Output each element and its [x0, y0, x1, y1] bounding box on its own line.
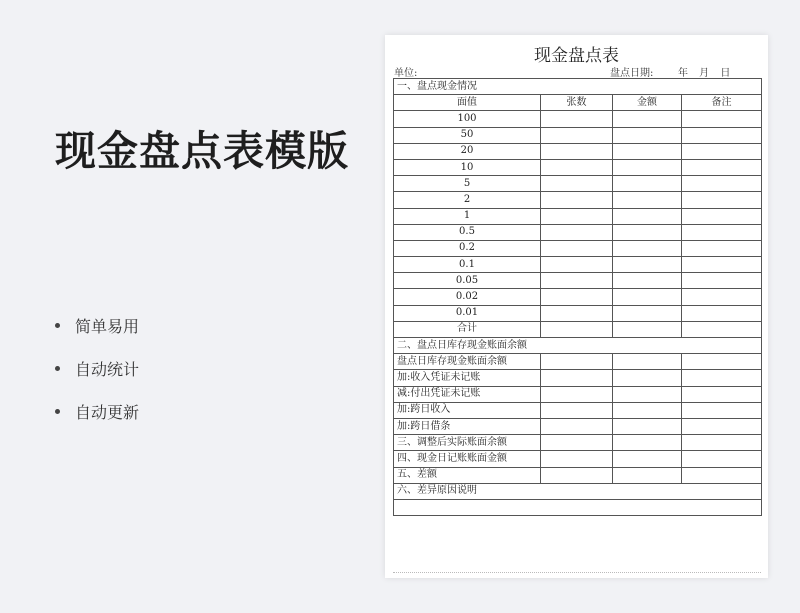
amount-cell — [613, 418, 682, 434]
header-denomination: 面值 — [394, 95, 541, 111]
table-row — [394, 451, 762, 467]
amount-cell — [613, 111, 682, 127]
denomination-cell: 2 — [394, 192, 541, 208]
count-cell — [541, 354, 613, 370]
table-row — [394, 257, 762, 273]
notes-cell — [682, 305, 762, 321]
amount-cell — [613, 370, 682, 386]
notes-cell — [682, 321, 762, 337]
amount-cell — [613, 435, 682, 451]
table-row — [394, 435, 762, 451]
table-row — [394, 273, 762, 289]
feature-item — [55, 400, 139, 422]
feature-item — [55, 357, 139, 379]
amount-cell — [613, 451, 682, 467]
table-row — [394, 176, 762, 192]
table-row — [394, 127, 762, 143]
denomination-cell: 1 — [394, 208, 541, 224]
count-cell — [541, 257, 613, 273]
amount-cell — [613, 321, 682, 337]
count-cell — [541, 305, 613, 321]
denomination-cell: 20 — [394, 143, 541, 159]
row-label: 减:付出凭证未记账 — [394, 386, 541, 402]
table-row — [394, 224, 762, 240]
count-cell — [541, 451, 613, 467]
notes-cell — [682, 257, 762, 273]
cash-count-table — [393, 78, 762, 516]
denomination-cell: 50 — [394, 127, 541, 143]
bullet-icon — [55, 323, 60, 328]
feature-item — [55, 314, 139, 336]
notes-cell — [682, 111, 762, 127]
notes-cell — [682, 418, 762, 434]
section-row — [394, 79, 762, 95]
table-row — [394, 159, 762, 175]
notes-cell — [682, 386, 762, 402]
denomination-cell: 0.05 — [394, 273, 541, 289]
denomination-cell: 0.01 — [394, 305, 541, 321]
section-1-label: 一、盘点现金情况 — [394, 79, 762, 95]
bullet-icon — [55, 409, 60, 414]
amount-cell — [613, 224, 682, 240]
amount-cell — [613, 240, 682, 256]
denomination-cell: 5 — [394, 176, 541, 192]
amount-cell — [613, 354, 682, 370]
count-cell — [541, 127, 613, 143]
table-row — [394, 143, 762, 159]
table-row — [394, 240, 762, 256]
table-row — [394, 289, 762, 305]
notes-cell — [682, 289, 762, 305]
notes-cell — [682, 224, 762, 240]
amount-cell — [613, 257, 682, 273]
feature-label: 自动更新 — [75, 402, 140, 422]
row-label: 盘点日库存现金账面余额 — [394, 354, 541, 370]
notes-cell — [682, 435, 762, 451]
row-label: 加:收入凭证未记账 — [394, 370, 541, 386]
amount-cell — [613, 208, 682, 224]
footer-divider — [393, 572, 761, 575]
section-2-label: 二、盘点日库存现金账面余额 — [394, 338, 762, 354]
notes-cell — [682, 402, 762, 418]
row-label: 五、差额 — [394, 467, 541, 483]
amount-cell — [613, 402, 682, 418]
count-cell — [541, 289, 613, 305]
table-row — [394, 192, 762, 208]
count-cell — [541, 273, 613, 289]
amount-cell — [613, 386, 682, 402]
amount-cell — [613, 305, 682, 321]
count-cell — [541, 402, 613, 418]
notes-cell — [682, 208, 762, 224]
count-cell — [541, 192, 613, 208]
amount-cell — [613, 192, 682, 208]
denomination-cell: 100 — [394, 111, 541, 127]
notes-cell — [682, 176, 762, 192]
denomination-cell: 10 — [394, 159, 541, 175]
count-cell — [541, 159, 613, 175]
total-row — [394, 321, 762, 337]
row-label: 加:跨日借条 — [394, 418, 541, 434]
table-row — [394, 305, 762, 321]
unit-label: 单位: — [394, 68, 418, 79]
notes-cell — [682, 192, 762, 208]
count-cell — [541, 386, 613, 402]
amount-cell — [613, 176, 682, 192]
amount-cell — [613, 143, 682, 159]
notes-cell — [682, 240, 762, 256]
bullet-icon — [55, 366, 60, 371]
notes-area-row — [394, 499, 762, 515]
denomination-cell: 0.1 — [394, 257, 541, 273]
amount-cell — [613, 273, 682, 289]
table-row — [394, 370, 762, 386]
sheet-title: 现金盘点表 — [534, 46, 619, 66]
section-row — [394, 483, 762, 499]
section-6-label: 六、差异原因说明 — [394, 483, 762, 499]
count-cell — [541, 240, 613, 256]
notes-cell — [682, 451, 762, 467]
table-row — [394, 418, 762, 434]
table-row — [394, 467, 762, 483]
notes-cell — [682, 143, 762, 159]
feature-label: 简单易用 — [75, 316, 140, 336]
header-row — [394, 95, 762, 111]
promo-title: 现金盘点表模版 — [55, 127, 349, 175]
feature-list — [55, 314, 139, 443]
table-row — [394, 402, 762, 418]
count-cell — [541, 321, 613, 337]
notes-cell — [682, 273, 762, 289]
count-cell — [541, 176, 613, 192]
amount-cell — [613, 159, 682, 175]
count-cell — [541, 370, 613, 386]
count-cell — [541, 111, 613, 127]
count-cell — [541, 143, 613, 159]
count-cell — [541, 208, 613, 224]
notes-cell — [682, 127, 762, 143]
table-row — [394, 111, 762, 127]
denomination-cell: 0.02 — [394, 289, 541, 305]
notes-cell — [682, 467, 762, 483]
header-notes: 备注 — [682, 95, 762, 111]
table-row — [394, 386, 762, 402]
count-cell — [541, 467, 613, 483]
count-cell — [541, 435, 613, 451]
count-cell — [541, 224, 613, 240]
date-ymd: 年 月 日 — [678, 68, 731, 79]
section-row — [394, 338, 762, 354]
count-cell — [541, 418, 613, 434]
table-row — [394, 208, 762, 224]
amount-cell — [613, 467, 682, 483]
row-label: 四、现金日记账账面金额 — [394, 451, 541, 467]
row-label: 三、调整后实际账面余额 — [394, 435, 541, 451]
notes-cell — [682, 159, 762, 175]
notes-cell — [682, 354, 762, 370]
date-label: 盘点日期: — [610, 68, 654, 79]
document-preview — [385, 35, 768, 578]
amount-cell — [613, 127, 682, 143]
header-count: 张数 — [541, 95, 613, 111]
denomination-cell: 0.5 — [394, 224, 541, 240]
feature-label: 自动统计 — [75, 359, 140, 379]
row-label: 加:跨日收入 — [394, 402, 541, 418]
amount-cell — [613, 289, 682, 305]
denomination-cell: 0.2 — [394, 240, 541, 256]
header-amount: 金额 — [613, 95, 682, 111]
total-label: 合计 — [394, 321, 541, 337]
table-row — [394, 354, 762, 370]
notes-cell — [682, 370, 762, 386]
discrepancy-notes-area — [394, 499, 762, 515]
